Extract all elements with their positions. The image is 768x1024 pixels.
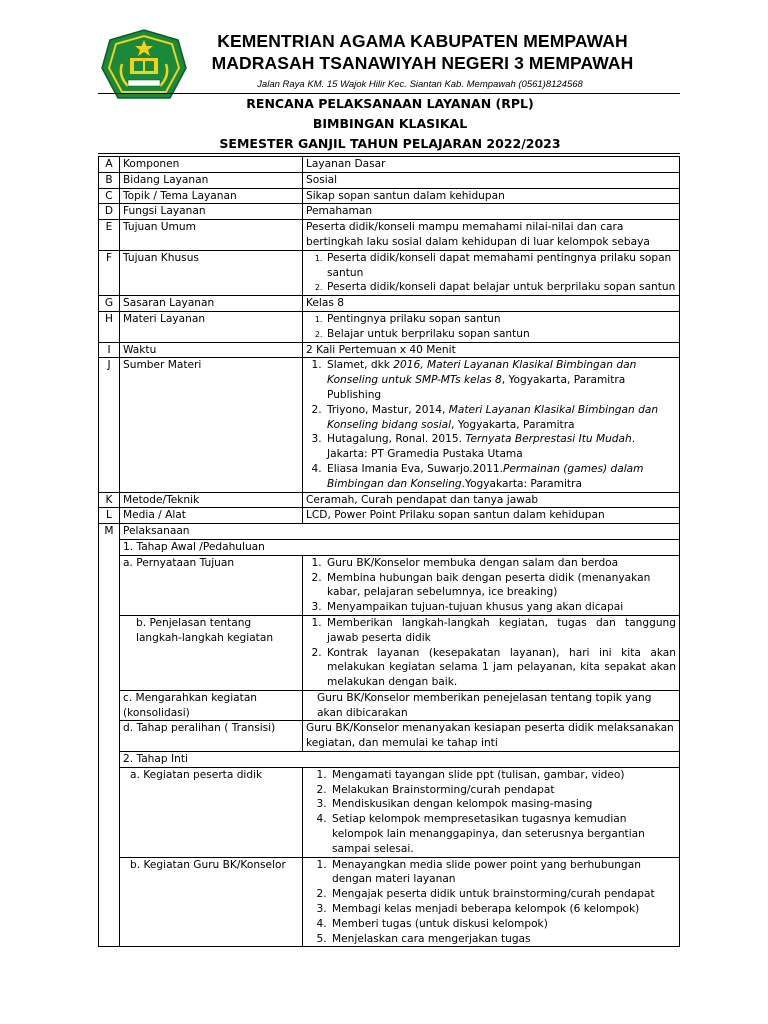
table-row xyxy=(99,539,680,555)
row-label: Waktu xyxy=(120,342,303,358)
row-label: Materi Layanan xyxy=(120,311,303,342)
doc-subtitle: BIMBINGAN KLASIKAL xyxy=(312,116,468,131)
table-row xyxy=(99,752,680,768)
table-row xyxy=(99,857,680,947)
table-row xyxy=(99,524,680,540)
table-row xyxy=(99,690,680,721)
row-label: Topik / Tema Layanan xyxy=(120,188,303,204)
row-label: Sasaran Layanan xyxy=(120,296,303,312)
row-value: Sosial xyxy=(303,172,680,188)
row-letter: F xyxy=(99,250,120,295)
step-content xyxy=(303,767,680,857)
step-content xyxy=(303,857,680,947)
list-item: 2. Membina hubungan baik dengan peserta didik (menanyakan kabar, pelajaran sebelumnya, ice breaking) xyxy=(325,571,676,601)
row-label: Media / Alat xyxy=(120,508,303,524)
row-letter: E xyxy=(99,220,120,251)
step-label: b. Penjelasan tentang langkah-langkah kegiatan xyxy=(120,615,303,690)
step-content: Guru BK/Konselor menanyakan kesiapan peserta didik melaksanakan kegiatan, dan memulai ke tahap inti xyxy=(303,721,680,752)
row-value: 2 Kali Pertemuan x 40 Menit xyxy=(303,342,680,358)
row-letter: G xyxy=(99,296,120,312)
table-row xyxy=(99,204,680,220)
table-row xyxy=(99,250,680,295)
row-value xyxy=(303,311,680,342)
row-letter: L xyxy=(99,508,120,524)
row-label: Tujuan Khusus xyxy=(120,250,303,295)
step-label: d. Tahap peralihan ( Transisi) xyxy=(120,721,303,752)
step-content: Guru BK/Konselor memberikan penejelasan tentang topik yang akan dibicarakan xyxy=(303,690,680,721)
table-row xyxy=(99,296,680,312)
school-address: Jalan Raya KM. 15 Wajok Hilir Kec. Siantan Kab. Mempawah (0561)8124568 xyxy=(257,79,583,90)
doc-semester: SEMESTER GANJIL TAHUN PELAJARAN 2022/2023 xyxy=(219,136,561,151)
table-row xyxy=(99,555,680,615)
row-letter: B xyxy=(99,172,120,188)
rpl-table xyxy=(98,156,680,947)
row-letter: A xyxy=(99,157,120,173)
table-row xyxy=(99,767,680,857)
table-row xyxy=(99,615,680,690)
list-item: 5. Menjelaskan cara mengerjakan tugas xyxy=(330,932,676,947)
table-row xyxy=(99,311,680,342)
list-item: 1. Guru BK/Konselor membuka dengan salam dan berdoa xyxy=(325,556,676,571)
list-item: 2. Mengajak peserta didik untuk brainstorming/curah pendapat xyxy=(330,887,676,902)
row-letter: M xyxy=(99,524,120,947)
row-label: Pelaksanaan xyxy=(120,524,680,540)
header-divider xyxy=(98,93,680,94)
row-label: Tujuan Umum xyxy=(120,220,303,251)
list-item: 2. Melakukan Brainstorming/curah pendapat xyxy=(330,783,676,798)
row-label: Metode/Teknik xyxy=(120,492,303,508)
section-heading: 1. Tahap Awal /Pedahuluan xyxy=(120,539,680,555)
school-name: MADRASAH TSANAWIYAH NEGERI 3 MEMPAWAH xyxy=(211,53,634,73)
list-item: 4. Memberi tugas (untuk diskusi kelompok) xyxy=(330,917,676,932)
row-value: Sikap sopan santun dalam kehidupan xyxy=(303,188,680,204)
table-row xyxy=(99,172,680,188)
row-letter: C xyxy=(99,188,120,204)
step-label: a. Kegiatan peserta didik xyxy=(120,767,303,857)
table-row xyxy=(99,342,680,358)
table-row xyxy=(99,157,680,173)
row-value: LCD, Power Point Prilaku sopan santun dalam kehidupan xyxy=(303,508,680,524)
list-item: 4. Setiap kelompok mempresetasikan tugasnya kemudian kelompok lain menanggapinya, dan seterusnya bergantian sampai selesai. xyxy=(330,812,676,856)
table-row xyxy=(99,492,680,508)
list-item: 2. Belajar untuk berprilaku sopan santun xyxy=(325,327,676,342)
list-item: 3. Menyampaikan tujuan-tujuan khusus yang akan dicapai xyxy=(325,600,676,615)
list-item: 1. Mengamati tayangan slide ppt (tulisan, gambar, video) xyxy=(330,768,676,783)
section-heading: 2. Tahap Inti xyxy=(120,752,680,768)
row-letter: D xyxy=(99,204,120,220)
row-label: Bidang Layanan xyxy=(120,172,303,188)
step-label: a. Pernyataan Tujuan xyxy=(120,555,303,615)
table-row xyxy=(99,358,680,492)
step-content xyxy=(303,555,680,615)
row-letter: K xyxy=(99,492,120,508)
letterhead xyxy=(195,30,650,74)
row-letter: H xyxy=(99,311,120,342)
row-value: Layanan Dasar xyxy=(303,157,680,173)
title-divider xyxy=(98,153,680,154)
list-item: 1. Memberikan langkah-langkah kegiatan, tugas dan tanggung jawab peserta didik xyxy=(325,616,676,646)
reference-item: 4. Eliasa Imania Eva, Suwarjo.2011.Permainan (games) dalam Bimbingan dan Konseling.Yogyakarta: Paramitra xyxy=(325,462,676,492)
row-label: Sumber Materi xyxy=(120,358,303,492)
list-item: 2. Peserta didik/konseli dapat belajar untuk berprilaku sopan santun xyxy=(325,280,676,295)
list-item: 1. Pentingnya prilaku sopan santun xyxy=(325,312,676,327)
list-item: 1. Menayangkan media slide power point yang berhubungan dengan materi layanan xyxy=(330,858,676,888)
ministry-name: KEMENTRIAN AGAMA KABUPATEN MEMPAWAH xyxy=(217,31,628,51)
step-label: b. Kegiatan Guru BK/Konselor xyxy=(120,857,303,947)
list-item: 1. Peserta didik/konseli dapat memahami pentingnya prilaku sopan santun xyxy=(325,251,676,281)
doc-title: RENCANA PELAKSANAAN LAYANAN (RPL) xyxy=(246,96,534,111)
row-label: Komponen xyxy=(120,157,303,173)
step-label: c. Mengarahkan kegiatan (konsolidasi) xyxy=(120,690,303,721)
reference-item: 1. Slamet, dkk 2016, Materi Layanan Klasikal Bimbingan dan Konseling untuk SMP-MTs kelas 8, Yogyakarta, Paramitra Publishing xyxy=(325,358,676,402)
table-row xyxy=(99,220,680,251)
row-letter: I xyxy=(99,342,120,358)
kemenag-logo-icon xyxy=(100,28,188,106)
list-item: 3. Membagi kelas menjadi beberapa kelompok (6 kelompok) xyxy=(330,902,676,917)
row-value: Peserta didik/konseli mampu memahami nilai-nilai dan cara bertingkah laku sosial dalam kehidupan di luar kelompok sebaya xyxy=(303,220,680,251)
row-value xyxy=(303,358,680,492)
row-value: Pemahaman xyxy=(303,204,680,220)
table-row xyxy=(99,508,680,524)
table-row xyxy=(99,721,680,752)
list-item: 2. Kontrak layanan (kesepakatan layanan), hari ini kita akan melakukan kegiatan selama 1 jam pelayanan, kita sepakat akan melakukan dengan baik. xyxy=(325,646,676,690)
reference-item: 3. Hutagalung, Ronal. 2015. Ternyata Berprestasi Itu Mudah. Jakarta: PT Gramedia Pustaka Utama xyxy=(325,432,676,462)
table-row xyxy=(99,188,680,204)
row-letter: J xyxy=(99,358,120,492)
row-label: Fungsi Layanan xyxy=(120,204,303,220)
step-content xyxy=(303,615,680,690)
row-value: Kelas 8 xyxy=(303,296,680,312)
row-value xyxy=(303,250,680,295)
list-item: 3. Mendiskusikan dengan kelompok masing-masing xyxy=(330,797,676,812)
reference-item: 2. Triyono, Mastur, 2014, Materi Layanan Klasikal Bimbingan dan Konseling bidang sosial, Yogyakarta, Paramitra xyxy=(325,403,676,433)
row-value: Ceramah, Curah pendapat dan tanya jawab xyxy=(303,492,680,508)
